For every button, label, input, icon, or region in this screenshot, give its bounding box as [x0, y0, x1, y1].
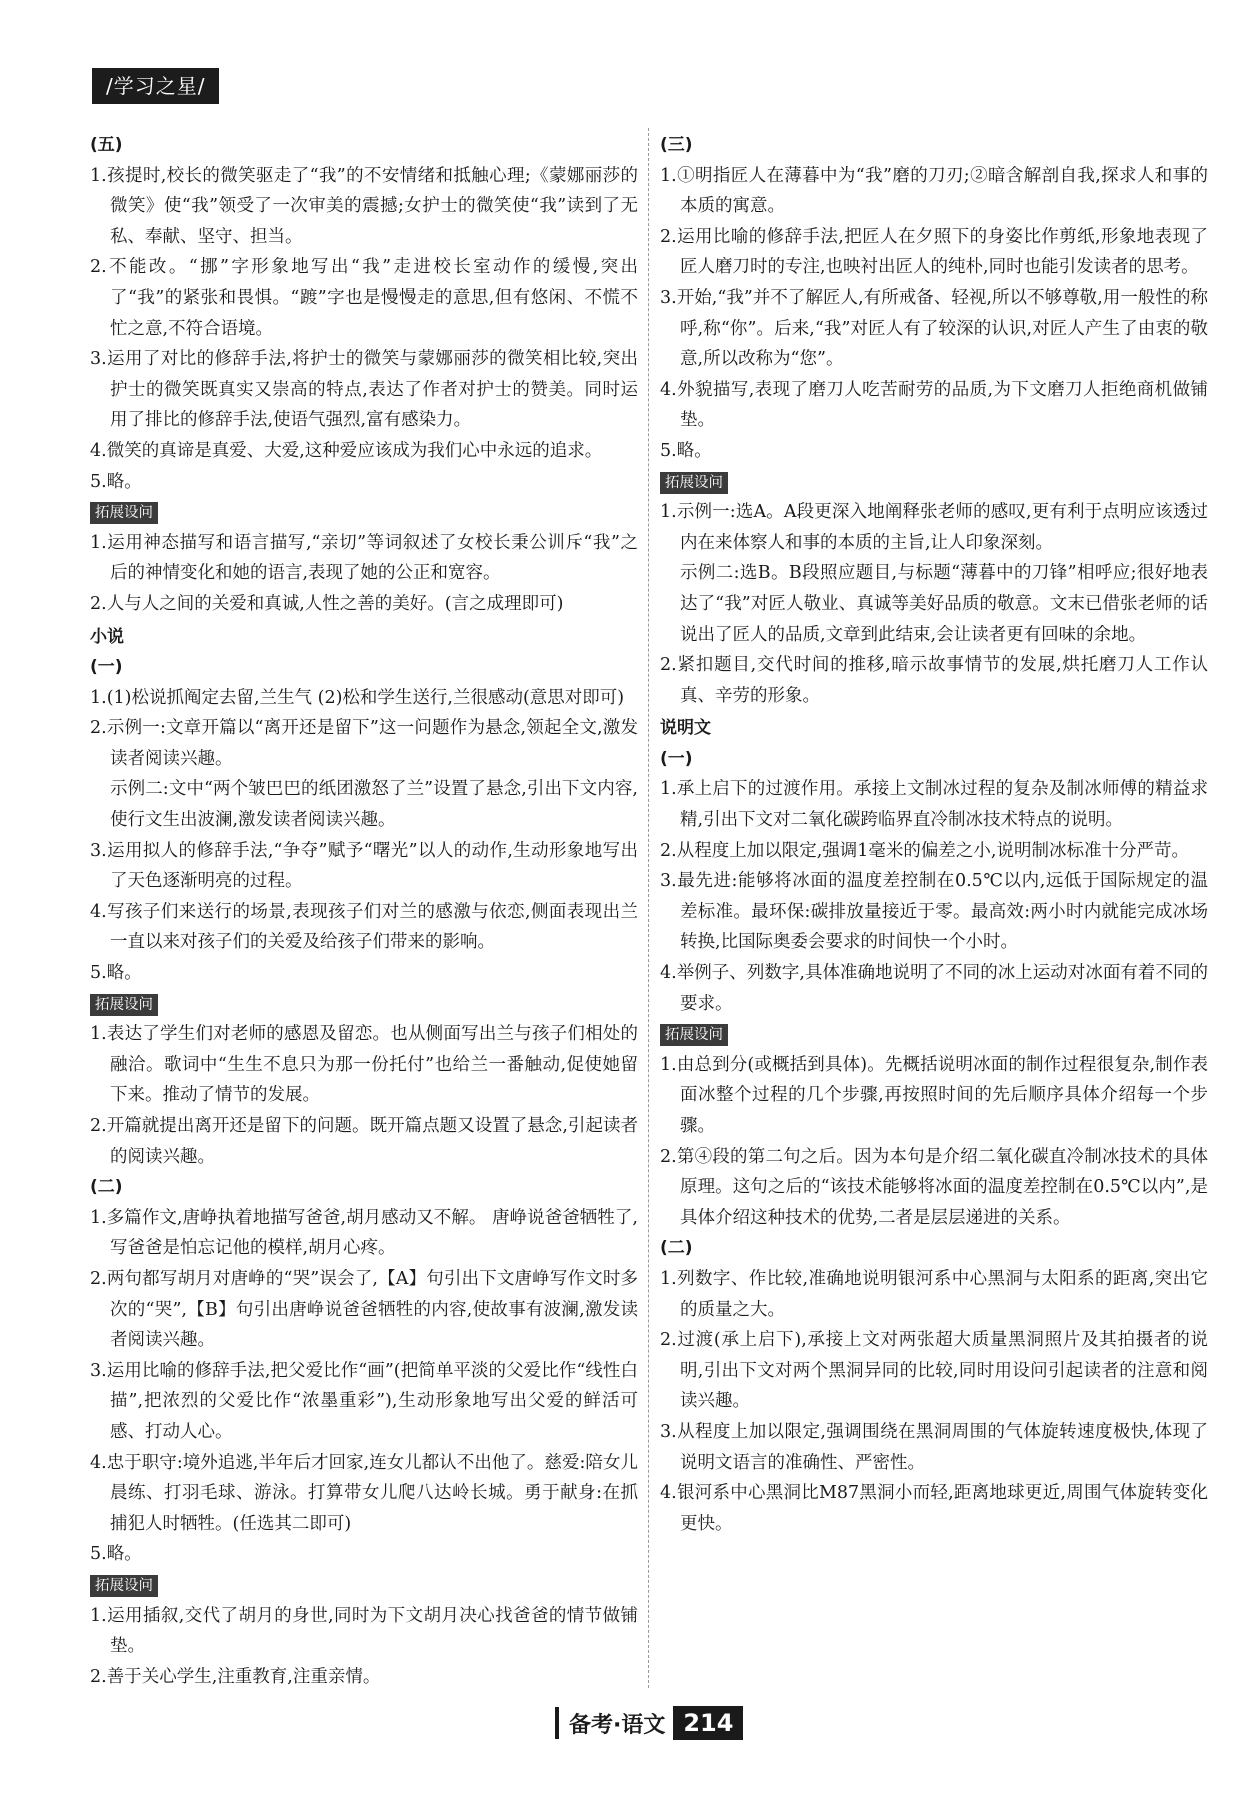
genre-heading-expository: 说明文	[660, 718, 711, 739]
answer-item: 3.开始,“我”并不了解匠人,有所戒备、轻视,所以不够尊敬,用一般性的称呼,称“你”。后来,“我”对匠人有了较深的认识,对匠人产生了由衷的敬意,所以改称为“您”。	[660, 287, 1208, 370]
answer-item: 4.举例子、列数字,具体准确地说明了不同的冰上运动对冰面有着不同的要求。	[660, 963, 1208, 1014]
answer-item: 3.运用拟人的修辞手法,“争夺”赋予“曙光”以人的动作,生动形象地写出了天色逐渐明亮的过程。	[90, 840, 638, 892]
answer-item: 4.忠于职守:境外追逃,半年后才回家,连女儿都认不出他了。慈爱:陪女儿晨练、打羽毛球、游泳。打算带女儿爬八达岭长城。勇于献身:在抓捕犯人时牺牲。(任选其二即可)	[90, 1452, 638, 1534]
section-heading: (二)	[90, 1177, 123, 1198]
answer-item: 1.多篇作文,唐峥执着地描写爸爸,胡月感动又不解。 唐峥说爸爸牺牲了,写爸爸是怕忘记他的模样,胡月心疼。	[90, 1207, 638, 1259]
footer-subject-label: 备考·语文	[569, 1712, 666, 1738]
footer-bar-mark	[555, 1707, 559, 1739]
answer-item: 5.略。	[90, 963, 142, 984]
extension-item: 1.运用插叙,交代了胡月的身世,同时为下文胡月决心找爸爸的情节做铺垫。	[90, 1605, 638, 1657]
answer-item: 1.承上启下的过渡作用。承接上文制冰过程的复杂及制冰师傅的精益求精,引出下文对二氧化碳跨临界直冷制冰技术特点的说明。	[660, 779, 1208, 831]
answer-item: 3.从程度上加以限定,强调围绕在黑洞周围的气体旋转速度极快,体现了说明文语言的准确性、严密性。	[660, 1421, 1208, 1473]
answer-item: 2.不能改。“挪”字形象地写出“我”走进校长室动作的缓慢,突出了“我”的紧张和畏惧。“踱”字也是慢慢走的意思,但有悠闲、不慌不忙之意,不符合语境。	[90, 257, 638, 339]
answer-item: 1.(1)松说抓阄定去留,兰生气 (2)松和学生送行,兰很感动(意思对即可)	[90, 687, 625, 708]
answer-item: 3.最先进:能够将冰面的温度差控制在0.5℃以内,远低于国际规定的温差标准。最环保:碳排放量接近于零。最高效:两小时内就能完成冰场转换,比国际奥委会要求的时间快一个小时。	[660, 871, 1208, 953]
extension-example: 示例二:选B。B段照应题目,与标题“薄暮中的刀锋”相呼应;很好地表达了“我”对匠人敬业、真诚等美好品质的敬意。文末已借张老师的话说出了匠人的品质,文章到此结束,会让读者更有回味的余地。	[680, 563, 1208, 645]
answer-item: 1.列数字、作比较,准确地说明银河系中心黑洞与太阳系的距离,突出它的质量之大。	[660, 1268, 1208, 1320]
genre-heading-novel: 小说	[90, 626, 124, 647]
page-footer	[555, 1705, 743, 1741]
answer-item: 5.略。	[90, 1544, 142, 1565]
answer-item: 3.运用了对比的修辞手法,将护士的微笑与蒙娜丽莎的微笑相比较,突出护士的微笑既真实又崇高的特点,表达了作者对护士的赞美。同时运用了排比的修辞手法,使语气强烈,富有感染力。	[90, 349, 638, 431]
answer-item: 4.外貌描写,表现了磨刀人吃苦耐劳的品质,为下文磨刀人拒绝商机做铺垫。	[660, 379, 1208, 431]
answer-item: 2.从程度上加以限定,强调1毫米的偏差之小,说明制冰标准十分严苛。	[660, 840, 1189, 861]
extension-item: 1.运用神态描写和语言描写,“亲切”等词叙述了女校长秉公训斥“我”之后的神情变化和她的语言,表现了她的公正和宽容。	[90, 532, 638, 584]
book-series-badge: /学习之星/	[92, 68, 219, 104]
column-divider	[648, 128, 649, 1688]
extension-question-tag: 拓展设问	[90, 1575, 158, 1597]
right-column	[660, 130, 1208, 1539]
answer-example: 示例二:文中“两个皱巴巴的纸团激怒了兰”设置了悬念,引出下文内容,使行文生出波澜,激发读者阅读兴趣。	[110, 779, 638, 831]
extension-item: 1.表达了学生们对老师的感恩及留恋。也从侧面写出兰与孩子们相处的融洽。歌词中“生生不息只为那一份托付”也给兰一番触动,促使她留下来。推动了情节的发展。	[90, 1024, 638, 1106]
extension-item: 1.示例一:选A。A段更深入地阐释张老师的感叹,更有利于点明应该透过内在来体察人和事的本质的主旨,让人印象深刻。	[660, 502, 1208, 553]
answer-item: 3.运用比喻的修辞手法,把父爱比作“画”(把简单平淡的父爱比作“线性白描”,把浓烈的父爱比作“浓墨重彩”),生动形象地写出父爱的鲜活可感、打动人心。	[90, 1360, 638, 1442]
answer-item: 4.写孩子们来送行的场景,表现孩子们对兰的感激与依恋,侧面表现出兰一直以来对孩子们的关爱及给孩子们带来的影响。	[90, 901, 638, 953]
answer-item: 4.银河系中心黑洞比M87黑洞小而轻,距离地球更近,周围气体旋转变化更快。	[660, 1483, 1208, 1534]
section-heading: (二)	[660, 1238, 693, 1259]
answer-item: 2.两句都写胡月对唐峥的“哭”误会了,【A】句引出下文唐峥写作文时多次的“哭”,【B】句引出唐峥说爸爸牺牲的内容,使故事有波澜,激发读者阅读兴趣。	[90, 1268, 638, 1351]
extension-item: 2.第④段的第二句之后。因为本句是介绍二氧化碳直冷制冰技术的具体原理。这句之后的“该技术能够将冰面的温度差控制在0.5℃以内”,是具体介绍这种技术的优势,二者是层层递进的关系。	[660, 1146, 1208, 1228]
answer-item: 5.略。	[90, 471, 142, 492]
extension-question-tag: 拓展设问	[660, 1024, 728, 1046]
page-number: 214	[673, 1706, 743, 1740]
answer-item: 2.运用比喻的修辞手法,把匠人在夕照下的身姿比作剪纸,形象地表现了匠人磨刀时的专注,也映衬出匠人的纯朴,同时也能引发读者的思考。	[660, 226, 1208, 278]
section-heading: (一)	[90, 657, 123, 678]
answer-item: 1.孩提时,校长的微笑驱走了“我”的不安情绪和抵触心理;《蒙娜丽莎的微笑》使“我”领受了一次审美的震撼;女护士的微笑使“我”读到了无私、奉献、坚守、担当。	[90, 165, 638, 247]
section-heading: (五)	[90, 135, 123, 155]
extension-item: 2.人与人之间的关爱和真诚,人性之善的美好。(言之成理即可)	[90, 593, 564, 614]
answer-item: 1.①明指匠人在薄暮中为“我”磨的刀刃;②暗含解剖自我,探求人和事的本质的寓意。	[660, 165, 1208, 217]
answer-item: 5.略。	[660, 440, 712, 461]
extension-item: 2.善于关心学生,注重教育,注重亲情。	[90, 1666, 381, 1687]
answer-item: 4.微笑的真谛是真爱、大爱,这种爱应该成为我们心中永远的追求。	[90, 440, 603, 461]
extension-question-tag: 拓展设问	[660, 472, 728, 494]
extension-item: 2.开篇就提出离开还是留下的问题。既开篇点题又设置了悬念,引起读者的阅读兴趣。	[90, 1116, 638, 1167]
section-heading: (一)	[660, 748, 693, 769]
extension-item: 1.由总到分(或概括到具体)。先概括说明冰面的制作过程很复杂,制作表面冰整个过程的几个步骤,再按照时间的先后顺序具体介绍每一个步骤。	[660, 1054, 1208, 1136]
answer-item: 2.示例一:文章开篇以“离开还是留下”这一问题作为悬念,领起全文,激发读者阅读兴趣。	[90, 718, 638, 769]
extension-question-tag: 拓展设问	[90, 502, 158, 524]
extension-question-tag: 拓展设问	[90, 994, 158, 1016]
answer-item: 2.过渡(承上启下),承接上文对两张超大质量黑洞照片及其拍摄者的说明,引出下文对两个黑洞异同的比较,同时用设问引起读者的注意和阅读兴趣。	[660, 1330, 1208, 1412]
extension-item: 2.紧扣题目,交代时间的推移,暗示故事情节的发展,烘托磨刀人工作认真、辛劳的形象。	[660, 655, 1208, 706]
left-column	[90, 130, 638, 1692]
section-heading: (三)	[660, 135, 693, 155]
